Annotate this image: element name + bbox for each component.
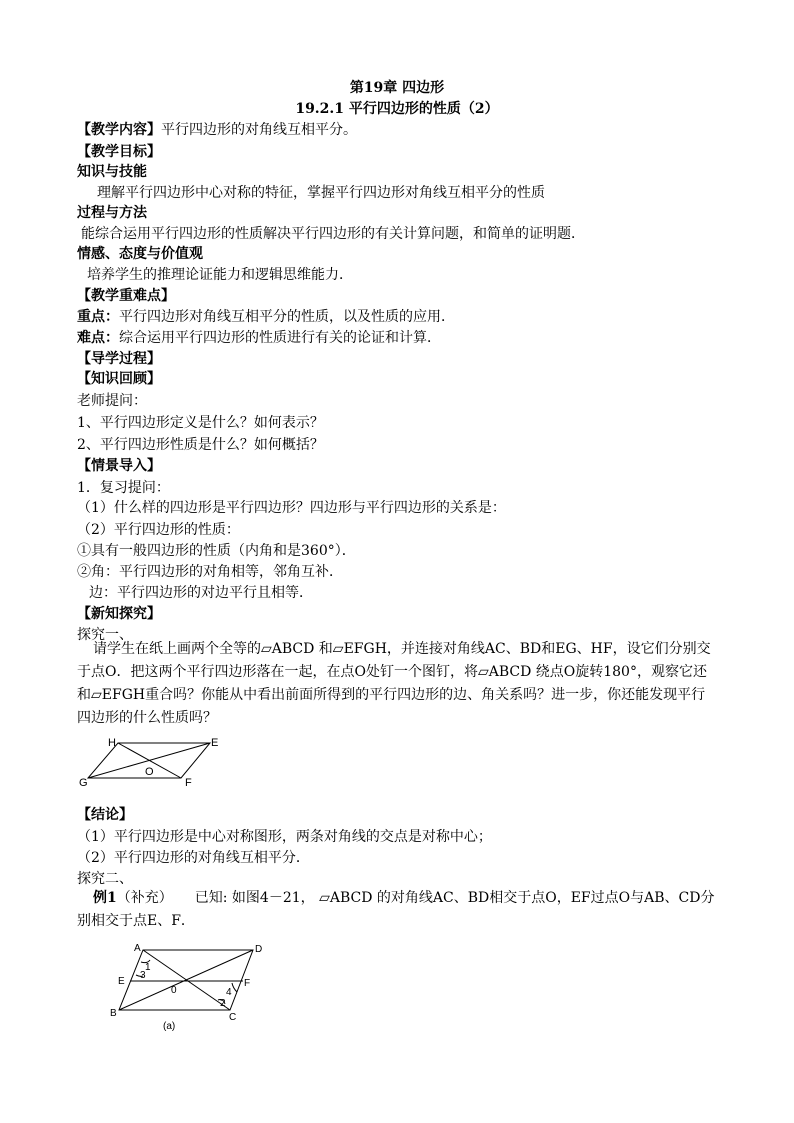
conclusion-heading: 【结论】 [77,807,133,823]
label-e: E [118,976,125,987]
teacher-question-label: 老师提问： [77,393,147,409]
review-heading: 【知识回顾】 [77,371,161,387]
conclusion-2: （2）平行四边形的对角线互相平分． [77,850,310,866]
intro-line-6: 边：平行四边形的对边平行且相等． [89,585,313,601]
goals-heading: 【教学目标】 [77,144,161,160]
explore-1-paragraph: 请学生在纸上画两个全等的▱ABCD 和▱EFGH，并连接对角线AC、BD和EG、HF，设它们分别交于点O．把这两个平行四边形落在一起，在点O处钉一个图钉，将▱ABCD 绕点O旋转180°，观察它还和▱EFGH重合吗？你能从中看出前面所得到的平行四边形的边、角关系吗？进一步，你还能发现平行四边形的什么性质吗？ [77,641,711,726]
chapter-title: 第19章 四边形 [349,80,445,96]
label-c: C [229,1012,237,1023]
label-o: O [145,766,154,778]
label-a: A [134,943,141,954]
section-title: 19.2.1 平行四边形的性质（2） [295,101,499,117]
key-point-label: 重点： [77,309,119,325]
angle-label-4: 4 [226,987,232,998]
teaching-content-line [77,121,357,139]
goal-attitude-text: 培养学生的推理论证能力和逻辑思维能力． [87,267,353,283]
goal-attitude-heading: 情感、态度与价值观 [77,246,203,262]
angle-label-1: 1 [145,962,151,973]
key-point-line [77,308,455,326]
difficult-point-line [77,329,441,347]
parallelogram-abcd-figure [105,940,265,1032]
difficult-point-text: 综合运用平行四边形的性质进行有关的论证和计算． [119,330,441,346]
example-1-note: （补充） [116,890,173,906]
key-points-heading: 【教学重难点】 [77,288,175,304]
angle-label-3: 3 [140,970,146,981]
intro-line-5: ②角：平行四边形的对角相等，邻角互补． [77,564,343,580]
key-point-text: 平行四边形对角线互相平分的性质，以及性质的应用． [119,309,455,325]
intro-line-3: （2）平行四边形的性质： [77,522,240,538]
parallelogram-efgh-figure [78,734,228,792]
figure-caption: (a) [163,1021,176,1032]
intro-line-4: ①具有一般四边形的性质（内角和是360°）． [77,543,356,559]
goal-process-heading: 过程与方法 [77,205,147,221]
example-1-text: 已知: 如图4－21， ▱ABCD 的对角线AC、BD相交于点O，EF过点O与AB、CD分别相交于点E、F． [77,890,715,929]
process-heading: 【导学过程】 [77,351,161,367]
intro-line-1: 1．复习提问： [77,480,170,496]
label-g: G [79,777,88,789]
intro-line-2: （1）什么样的四边形是平行四边形？四边形与平行四边形的关系是： [77,500,506,516]
label-d: D [255,944,263,955]
difficult-point-label: 难点： [77,330,119,346]
label-b: B [110,1008,117,1019]
goal-knowledge-text: 理解平行四边形中心对称的特征，掌握平行四边形对角线互相平分的性质 [97,185,545,201]
intro-heading: 【情景导入】 [77,458,161,474]
teaching-content-label: 【教学内容】 [77,122,161,138]
example-1-paragraph [77,887,719,933]
explore-heading: 【新知探究】 [77,606,161,622]
example-1-label: 例1 [93,890,117,906]
question-1: 1、平行四边形定义是什么？如何表示？ [77,415,324,431]
explore-1-label: 探究一、 [77,627,133,643]
conclusion-1: （1）平行四边形是中心对称图形，两条对角线的交点是对称中心； [77,829,492,845]
goal-knowledge-heading: 知识与技能 [77,164,147,180]
label-h: H [108,737,116,749]
label-o: 0 [171,985,177,996]
explore-2-label: 探究二、 [77,871,133,887]
angle-arc-4 [232,983,237,992]
label-f: F [185,777,192,789]
teaching-content-text: 平行四边形的对角线互相平分。 [161,122,357,138]
label-f: F [244,978,251,989]
label-e: E [211,737,219,749]
goal-process-text: 能综合运用平行四边形的性质解决平行四边形的有关计算问题，和简单的证明题． [81,226,585,242]
angle-label-2: 2 [220,998,226,1009]
question-2: 2、平行四边形性质是什么？如何概括？ [77,437,324,453]
